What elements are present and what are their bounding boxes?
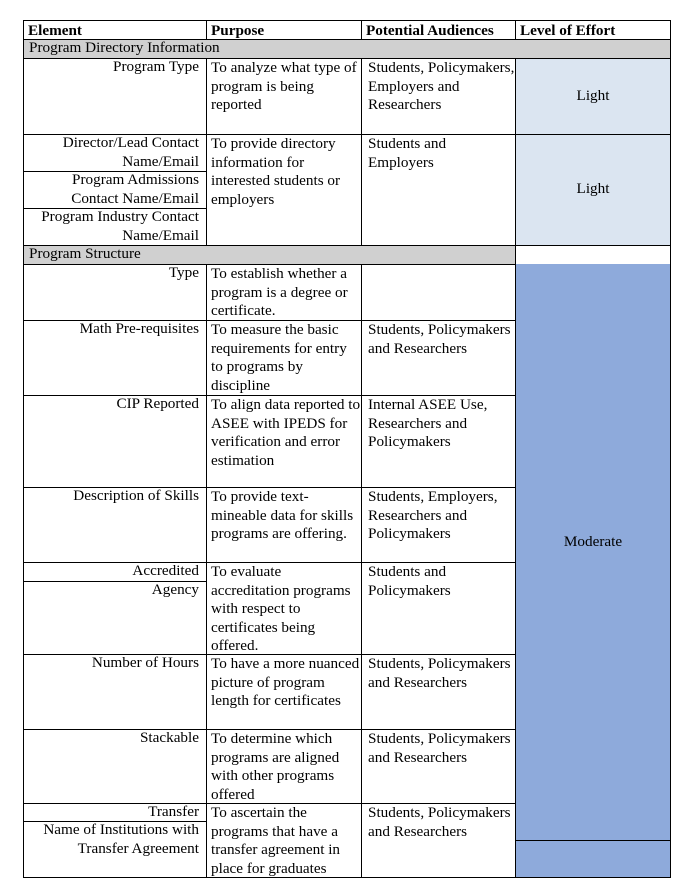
effort-contacts: Light: [515, 134, 671, 245]
purpose-program-type: To analyze what type of program is being reported: [211, 59, 357, 113]
audiences-transfer: Students, Policymakers and Researchers: [368, 804, 511, 840]
audiences-type: [361, 264, 515, 320]
element-transfer-institutions: Name of Institutions with Transfer Agreement: [43, 821, 199, 857]
element-accredited: Accredited: [132, 562, 199, 579]
section-heading-structure: Program Structure: [23, 245, 515, 264]
purpose-type: To establish whether a program is a degree or certificate.: [211, 265, 348, 319]
column-header-element: Element: [28, 22, 82, 39]
element-stackable: Stackable: [139, 729, 199, 746]
element-type: Type: [168, 264, 199, 281]
purpose-math-prereq: To measure the basic requirements for entry to programs by discipline: [211, 321, 347, 394]
element-number-of-hours: Number of Hours: [91, 654, 199, 671]
purpose-cip-reported: To align data reported to ASEE with IPEDS for verification and error estimation: [211, 396, 361, 469]
effort-program-type: Light: [515, 58, 671, 134]
element-transfer: Transfer: [148, 803, 199, 820]
purpose-stackable: To determine which programs are aligned with other programs offered: [211, 730, 340, 803]
effort-transfer-fill: [515, 820, 671, 878]
purpose-accredited: To evaluate accreditation programs with respect to certificates being offered.: [211, 563, 351, 654]
purpose-contacts: To provide directory information for interested students or employers: [211, 135, 341, 208]
purpose-description-of-skills: To provide text-mineable data for skills programs are offering.: [211, 488, 354, 542]
audiences-accredited: Students and Policymakers: [368, 563, 451, 599]
column-header-effort: Level of Effort: [520, 22, 616, 39]
audiences-number-of-hours: Students, Policymakers and Researchers: [368, 655, 511, 691]
purpose-number-of-hours: To have a more nuanced picture of program length for certificates: [211, 655, 360, 709]
element-industry-contact: Program Industry Contact Name/Email: [41, 208, 199, 244]
column-header-audiences: Potential Audiences: [366, 22, 494, 39]
purpose-transfer: To ascertain the programs that have a transfer agreement in place for graduates: [211, 804, 341, 877]
audiences-cip-reported: Internal ASEE Use, Researchers and Policymakers: [368, 396, 488, 450]
element-math-prereq: Math Pre-requisites: [79, 320, 199, 337]
effort-program-structure: Moderate: [515, 264, 671, 820]
data-elements-table: [23, 20, 671, 878]
element-cip-reported: CIP Reported: [116, 395, 199, 412]
audiences-stackable: Students, Policymakers and Researchers: [368, 730, 511, 766]
audiences-program-type: Students, Policymakers, Employers and Researchers: [368, 59, 515, 113]
element-director-contact: Director/Lead Contact Name/Email: [62, 134, 199, 170]
audiences-description-of-skills: Students, Employers, Researchers and Policymakers: [368, 488, 498, 542]
audiences-math-prereq: Students, Policymakers and Researchers: [368, 321, 511, 357]
element-description-of-skills: Description of Skills: [73, 487, 199, 504]
column-header-purpose: Purpose: [211, 22, 265, 39]
section-heading-directory: Program Directory Information: [23, 39, 671, 58]
element-admissions-contact: Program Admissions Contact Name/Email: [71, 171, 199, 207]
audiences-contacts: Students and Employers: [368, 135, 447, 171]
element-program-type: Program Type: [113, 58, 199, 75]
element-agency: Agency: [151, 581, 199, 598]
